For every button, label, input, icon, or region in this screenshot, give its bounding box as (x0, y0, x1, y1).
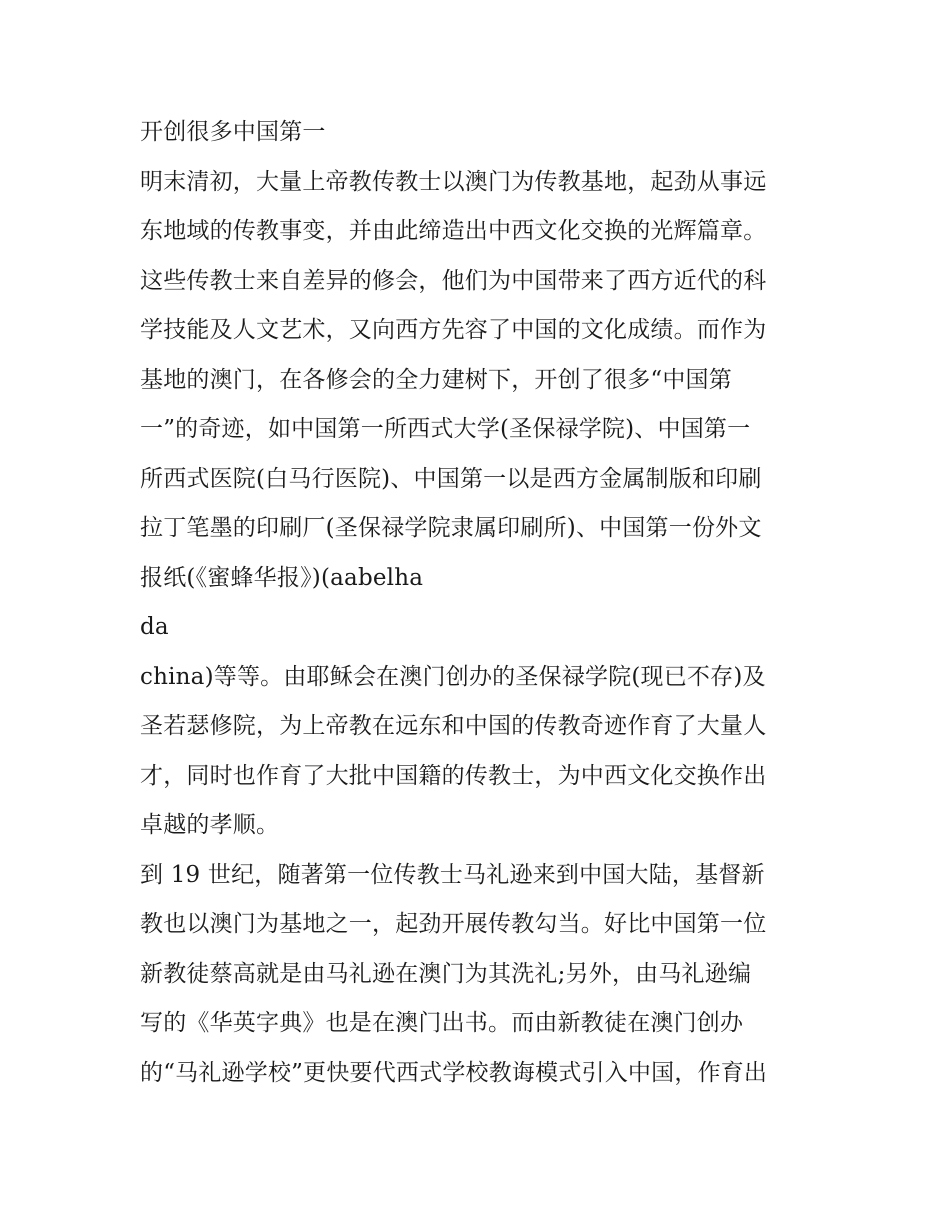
text-line: 所西式医院(白马行医院)、中国第一以是西方金属制版和印刷 (140, 465, 762, 492)
text-line: 明末清初，大量上帝教传教士以澳门为传教基地，起劲从事远 (140, 168, 767, 195)
text-line: 写的《华英字典》也是在澳门出书。而由新教徒在澳门创办 (140, 1010, 744, 1036)
text-line: 东地域的传教事变，并由此缔造出中西文化交换的光辉篇章。 (140, 218, 767, 244)
document-body (140, 108, 820, 1098)
text-line: 的“马礼逊学校”更快要代西式学校教诲模式引入中国，作育出 (140, 1059, 768, 1086)
text-line: china)等等。由耶稣会在澳门创办的圣保禄学院(现已不存)及 (140, 663, 766, 690)
text-line: 圣若瑟修院，为上帝教在远东和中国的传教奇迹作育了大量人 (140, 713, 767, 739)
section-heading: 开创很多中国第一 (140, 119, 326, 145)
text-line: 基地的澳门，在各修会的全力建树下，开创了很多“中国第 (140, 366, 732, 393)
text-line: 拉丁笔墨的印刷厂(圣保禄学院隶属印刷所)、中国第一份外文 (140, 515, 762, 541)
text-line: da (140, 614, 169, 640)
text-line: 教也以澳门为基地之一，起劲开展传教勾当。好比中国第一位 (140, 911, 767, 937)
text-line: 学技能及人文艺术，又向西方先容了中国的文化成绩。而作为 (140, 317, 767, 343)
text-line: 才，同时也作育了大批中国籍的传教士，为中西文化交换作出 (140, 762, 767, 789)
text-line: 新教徒蔡高就是由马礼逊在澳门为其洗礼;另外，由马礼逊编 (140, 960, 752, 987)
text-line: 到 19 世纪，随著第一位传教士马礼逊来到中国大陆，基督新 (140, 861, 765, 888)
text-line: 一”的奇迹，如中国第一所西式大学(圣保禄学院)、中国第一 (140, 416, 751, 442)
text-line: 卓越的孝顺。 (140, 812, 280, 838)
text-line: 报纸(《蜜蜂华报》)(aabelha (140, 564, 424, 591)
text-line: 这些传教士来自差异的修会，他们为中国带来了西方近代的科 (140, 267, 767, 294)
